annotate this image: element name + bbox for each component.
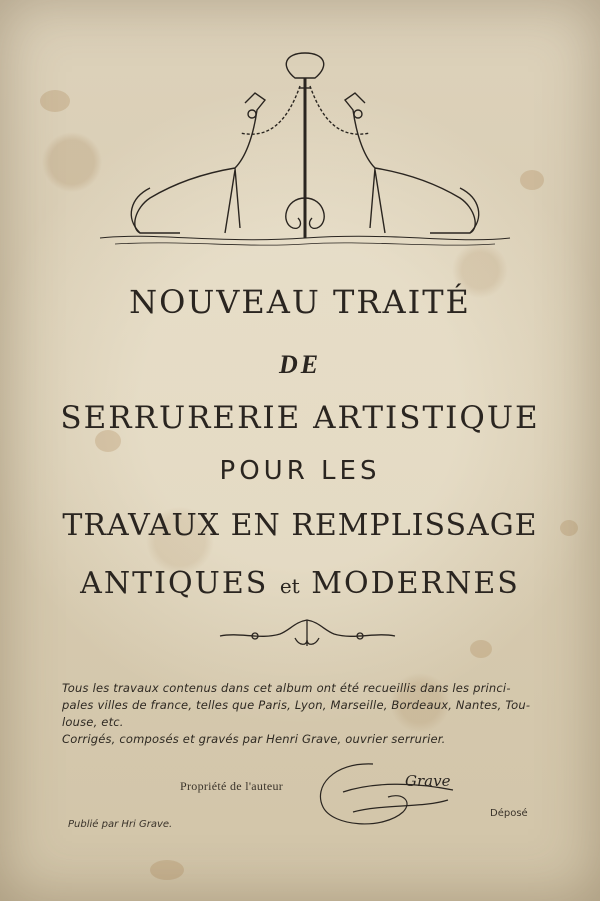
signature-flourish — [313, 752, 463, 832]
title-word-antiques: ANTIQUES — [80, 566, 269, 601]
description-line: Corrigés, composés et gravés par Henri Grave, ouvrier serrurier. — [62, 732, 446, 746]
property-label: Propriété de l'auteur — [180, 779, 284, 793]
paper-stain — [150, 860, 184, 880]
title-line-6 — [0, 566, 600, 601]
description-line: Tous les travaux contenus dans cet album ont été recueillis dans les princi- — [62, 681, 511, 695]
description-line: pales villes de france, telles que Paris, Lyon, Marseille, Bordeaux, Nantes, Tou- — [62, 698, 531, 712]
title-line-3: SERRURERIE ARTISTIQUE — [60, 400, 540, 436]
title-line-2: DE — [278, 350, 322, 379]
title-word-modernes: MODERNES — [311, 566, 520, 601]
deposit-note: Déposé — [490, 808, 528, 819]
title-word-et: et — [279, 574, 300, 598]
paper-stain — [470, 640, 492, 658]
description-block — [62, 680, 550, 748]
title-line-5: TRAVAUX EN REMPLISSAGE — [62, 508, 538, 543]
signature-text: Grave — [405, 772, 451, 790]
publisher-note: Publié par Hri Grave. — [68, 819, 173, 830]
paper-stain — [40, 90, 70, 112]
title-line-4: POUR LES — [219, 456, 381, 486]
description-line: louse, etc. — [62, 715, 124, 729]
title-line-1: NOUVEAU TRAITÉ — [129, 283, 471, 321]
two-chained-dogs-emblem-icon — [95, 48, 515, 258]
ornamental-flourish-icon — [215, 612, 400, 652]
paper-stain — [520, 170, 544, 190]
